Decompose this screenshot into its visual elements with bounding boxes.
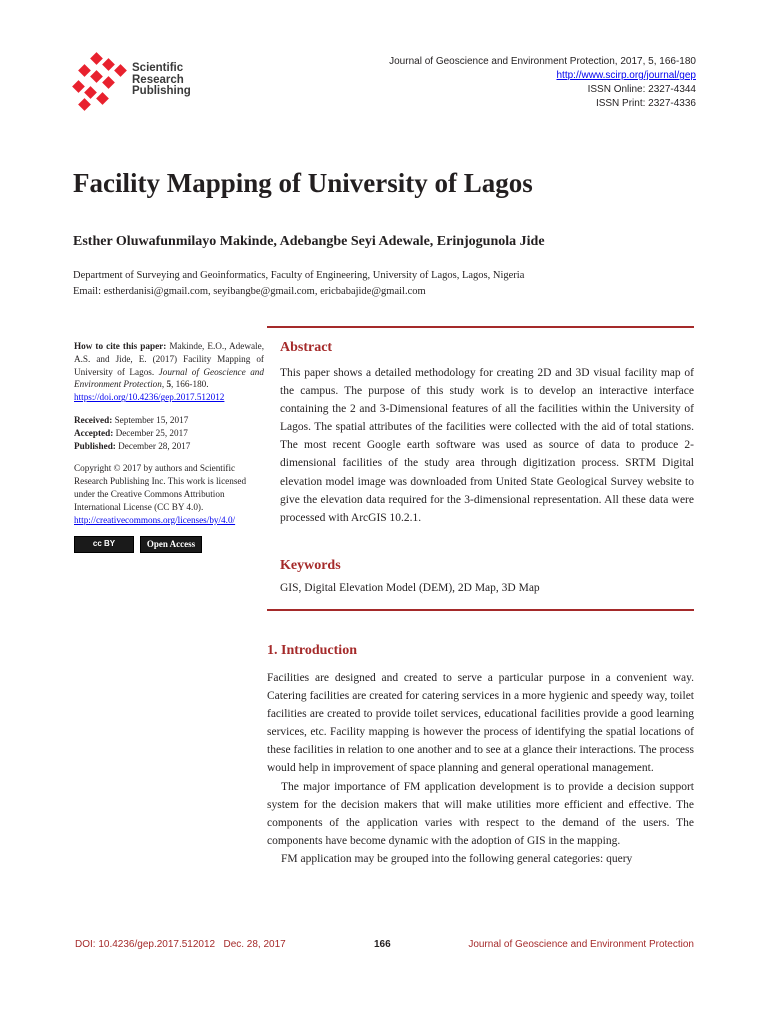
keywords-heading: Keywords — [280, 558, 341, 573]
publisher-logo-icon — [72, 52, 130, 114]
received-date: September 15, 2017 — [112, 414, 189, 425]
publisher-name-line3: Publishing — [132, 85, 191, 97]
abstract-top-rule — [267, 326, 694, 328]
keywords-text: GIS, Digital Elevation Model (DEM), 2D Map, 3D Map — [280, 582, 540, 594]
publisher-logo — [72, 52, 212, 114]
issn-online: ISSN Online: 2327-4344 — [587, 84, 696, 95]
publisher-name — [132, 63, 191, 98]
citation-block — [74, 340, 264, 404]
published-label: Published: — [74, 440, 116, 451]
cite-label: How to cite this paper: — [74, 341, 167, 351]
issn-print: ISSN Print: 2327-4336 — [595, 98, 696, 109]
affiliation-department: Department of Surveying and Geoinformatics, Faculty of Engineering, University of Lagos, Lagos, Nigeria — [73, 270, 525, 281]
intro-paragraph-3: FM application may be grouped into the following general categories: query — [281, 852, 633, 865]
publisher-name-line1: Scientific — [132, 62, 184, 74]
footer-doi — [75, 939, 286, 950]
cite-journal: Journal of Geoscience and Environment Protection — [74, 366, 264, 390]
publisher-name-line2: Research — [132, 73, 184, 86]
keywords-bottom-rule — [267, 609, 694, 611]
paper-authors: Esther Oluwafunmilayo Makinde, Adebangbe Seyi Adewale, Erinjogunola Jide — [73, 234, 545, 249]
cite-volume: 5 — [166, 379, 172, 390]
intro-paragraph-2: The major importance of FM application development is to provide a decision support system for the decision makers that will make utilities more efficient and effective. The components of the application varies with respect to the demand of the users. The components have become dynamic with the adoption of GIS in the mapping. — [267, 780, 694, 847]
journal-url-link[interactable]: http://www.scirp.org/journal/gep — [556, 70, 696, 81]
license-link[interactable]: http://creativecommons.org/licenses/by/4.0/ — [74, 514, 236, 525]
cite-text-2: , — [161, 379, 167, 390]
affiliation — [73, 268, 524, 300]
journal-citation: Journal of Geoscience and Environment Protection, 2017, 5, 166-180 — [389, 56, 696, 67]
intro-paragraph-1: Facilities are designed and created to serve a particular purpose in a convenient way. Catering facilities are created for catering services in a more hygienic and speedy way, toilet facilities are created to provide toilet services, educational facilities provide a good learning services, etc. Facility mapping is however the process of identifying the spatial locations of these facilities in relation to one another and to see at a glance their interactions. The process would help in improvement of space planning and general operational management. — [267, 672, 694, 775]
copyright-block — [74, 462, 264, 526]
accepted-label: Accepted: — [74, 427, 114, 438]
open-access-label: Open Access — [146, 539, 196, 550]
affiliation-email: Email: estherdanisi@gmail.com, seyibangbe@gmail.com, ericbabajide@gmail.com — [73, 286, 426, 297]
cc-badge-label: cc BY — [92, 539, 116, 549]
footer-journal: Journal of Geoscience and Environment Protection — [468, 939, 694, 950]
abstract-text: This paper shows a detailed methodology for creating 2D and 3D visual facility map of the campus. The purpose of this study work is to develop an interactive interface containing the 2 and 3-Dimensional features of all the facilities within the University of Lagos. The spatial attributes of the facilities were collected with the aid of total stations. The most recent Google earth software was used as source of data to produce 2-dimensional facilities of the study area through digitization process. SRTM Digital elevation model image was downloaded from United State Geological Survey website to give the elevation data required for the 3-dimensional representation. All these data were processed with ArcGIS 10.2.1. — [280, 367, 694, 524]
abstract-heading: Abstract — [280, 340, 333, 355]
cc-by-badge[interactable] — [74, 536, 134, 553]
license-badges — [74, 536, 264, 553]
dates-block — [74, 414, 264, 452]
published-date: December 28, 2017 — [115, 440, 191, 451]
footer-date: Dec. 28, 2017 — [223, 939, 286, 950]
cite-text-1: Makinde, E.O., Adewale, A.S. and Jide, E. (2017) Facility Mapping of University of Lagos. — [74, 341, 264, 377]
cite-doi-link[interactable]: https://doi.org/10.4236/gep.2017.512012 — [74, 392, 225, 403]
footer-page-number: 166 — [374, 939, 391, 950]
sidebar — [74, 340, 264, 553]
open-access-badge[interactable] — [140, 536, 202, 553]
accepted-date: December 25, 2017 — [113, 427, 188, 438]
introduction-heading: 1. Introduction — [267, 643, 357, 658]
footer-doi-text: DOI: 10.4236/gep.2017.512012 — [75, 939, 216, 950]
copyright-text: Copyright © 2017 by authors and Scientific Research Publishing Inc. This work is licensed under the Creative Commons Attribution International License (CC BY 4.0). — [74, 463, 247, 512]
journal-info — [389, 55, 696, 111]
cite-text-3: , 166-180. — [171, 379, 209, 390]
introduction-body — [267, 669, 694, 868]
received-label: Received: — [74, 414, 113, 425]
paper-title: Facility Mapping of University of Lagos — [73, 168, 533, 198]
